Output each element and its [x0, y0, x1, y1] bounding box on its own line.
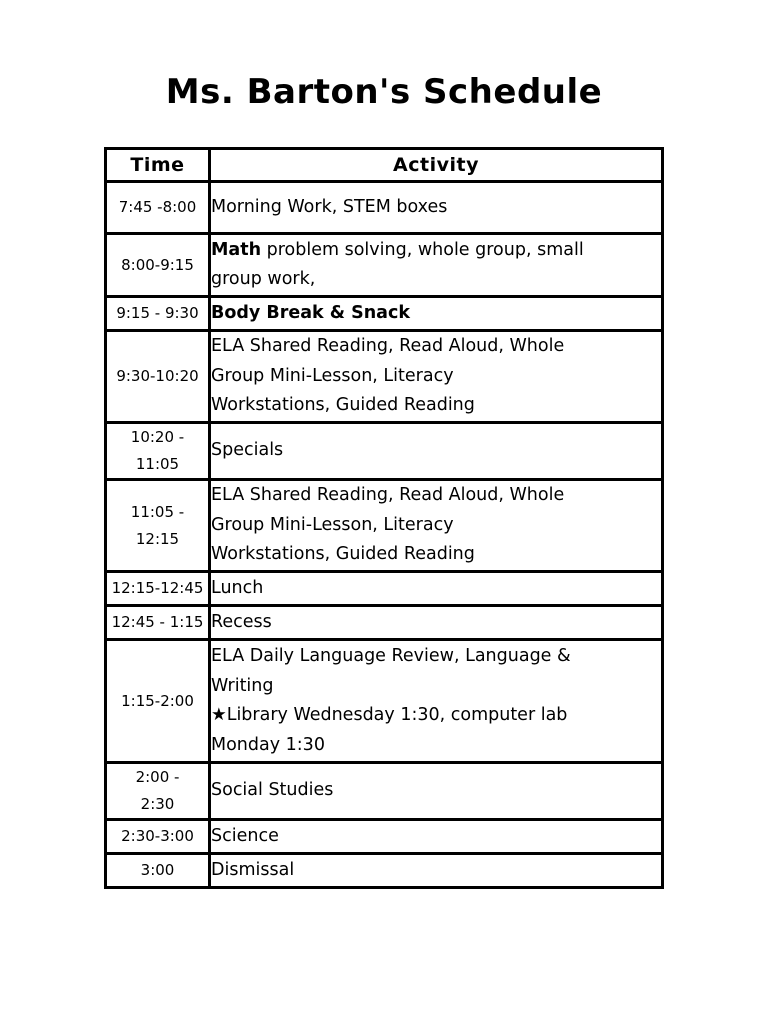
schedule-row [106, 606, 663, 640]
activity-text: ELA Shared Reading, Read Aloud, Whole [211, 485, 565, 506]
schedule-row [106, 423, 663, 480]
activity-line [211, 608, 661, 638]
activity-line [211, 436, 661, 466]
activity-cell [210, 480, 663, 572]
activity-text: Workstations, Guided Reading [211, 395, 475, 416]
activity-cell [210, 763, 663, 820]
activity-line [211, 701, 661, 731]
activity-cell [210, 606, 663, 640]
activity-text: Lunch [211, 577, 264, 598]
time-text: 11:05 [135, 455, 180, 473]
time-cell [106, 640, 210, 763]
time-cell [106, 423, 210, 480]
activity-line [211, 193, 661, 223]
time-cell [106, 182, 210, 234]
activity-text: ELA Shared Reading, Read Aloud, Whole [211, 336, 565, 357]
schedule-row [106, 640, 663, 763]
time-text: 3:00 [140, 861, 175, 879]
schedule-row [106, 854, 663, 888]
activity-line [211, 822, 661, 852]
page-title: Ms. Barton's Schedule [165, 72, 603, 112]
time-cell [106, 854, 210, 888]
activity-cell [210, 820, 663, 854]
schedule-body [106, 182, 663, 888]
activity-cell [210, 640, 663, 763]
activity-bold-text: Math [211, 239, 262, 260]
time-cell [106, 297, 210, 331]
time-text: 2:00 - [135, 768, 180, 786]
activity-line [211, 332, 661, 362]
activity-text: problem solving, whole group, small [261, 239, 584, 260]
time-cell [106, 234, 210, 297]
time-text: 11:05 - 12:15 [130, 502, 185, 548]
schedule-row [106, 572, 663, 606]
activity-line [211, 236, 661, 266]
activity-line [211, 731, 661, 761]
schedule-row [106, 820, 663, 854]
schedule-row [106, 480, 663, 572]
activity-cell [210, 572, 663, 606]
activity-line [211, 672, 661, 702]
time-text: 2:30-3:00 [121, 827, 194, 845]
schedule-row [106, 182, 663, 234]
activity-text: Science [211, 825, 279, 846]
time-cell [106, 480, 210, 572]
activity-text: group work, [211, 269, 316, 289]
activity-line [211, 362, 661, 392]
activity-text: Group Mini-Lesson, Literacy [211, 514, 454, 535]
activity-line [211, 776, 661, 806]
activity-line [211, 642, 661, 672]
time-cell [106, 331, 210, 423]
activity-column-header: Activity [210, 149, 663, 182]
time-text: 10:20 - [130, 428, 185, 446]
time-cell [106, 572, 210, 606]
schedule-row [106, 763, 663, 820]
schedule-table [104, 147, 664, 889]
schedule-row [106, 331, 663, 423]
activity-text: Group Mini-Lesson, Literacy [211, 365, 454, 386]
activity-line [211, 265, 661, 295]
activity-line [211, 391, 661, 421]
time-text: 12:15-12:45 [111, 579, 204, 597]
activity-bold-text: Body Break & Snack [211, 302, 411, 323]
time-column-header: Time [106, 149, 210, 182]
activity-cell [210, 423, 663, 480]
time-text: 9:30-10:20 [116, 367, 199, 385]
schedule-row [106, 234, 663, 297]
activity-cell [210, 182, 663, 234]
time-text: 2:30 [140, 795, 175, 813]
activity-text: Workstations, Guided Reading [211, 544, 475, 565]
activity-line [211, 511, 661, 541]
activity-line [211, 299, 661, 329]
table-header-row [106, 149, 663, 182]
activity-text: ★Library Wednesday 1:30, computer lab [211, 705, 568, 725]
time-text: 12:45 - 1:15 [111, 613, 204, 631]
activity-text: Morning Work, STEM boxes [211, 196, 448, 217]
activity-text: Writing [211, 675, 274, 696]
time-cell [106, 820, 210, 854]
time-cell [106, 606, 210, 640]
time-cell [106, 763, 210, 820]
activity-line [211, 856, 661, 886]
activity-text: Monday 1:30 [211, 734, 325, 755]
activity-text: Social Studies [211, 780, 334, 801]
activity-cell [210, 854, 663, 888]
activity-line [211, 540, 661, 570]
activity-cell [210, 234, 663, 297]
activity-text: Specials [211, 440, 284, 461]
time-text: 9:15 - 9:30 [116, 304, 199, 322]
time-text: 1:15-2:00 [121, 691, 194, 710]
activity-text: Recess [211, 611, 272, 632]
activity-text: ELA Daily Language Review, Language & [211, 646, 571, 666]
activity-cell [210, 297, 663, 331]
activity-line [211, 574, 661, 604]
schedule-row [106, 297, 663, 331]
time-text: 7:45 -8:00 [118, 198, 197, 216]
activity-cell [210, 331, 663, 423]
activity-line [211, 481, 661, 511]
activity-text: Dismissal [211, 859, 295, 880]
time-text: 8:00-9:15 [121, 255, 194, 274]
